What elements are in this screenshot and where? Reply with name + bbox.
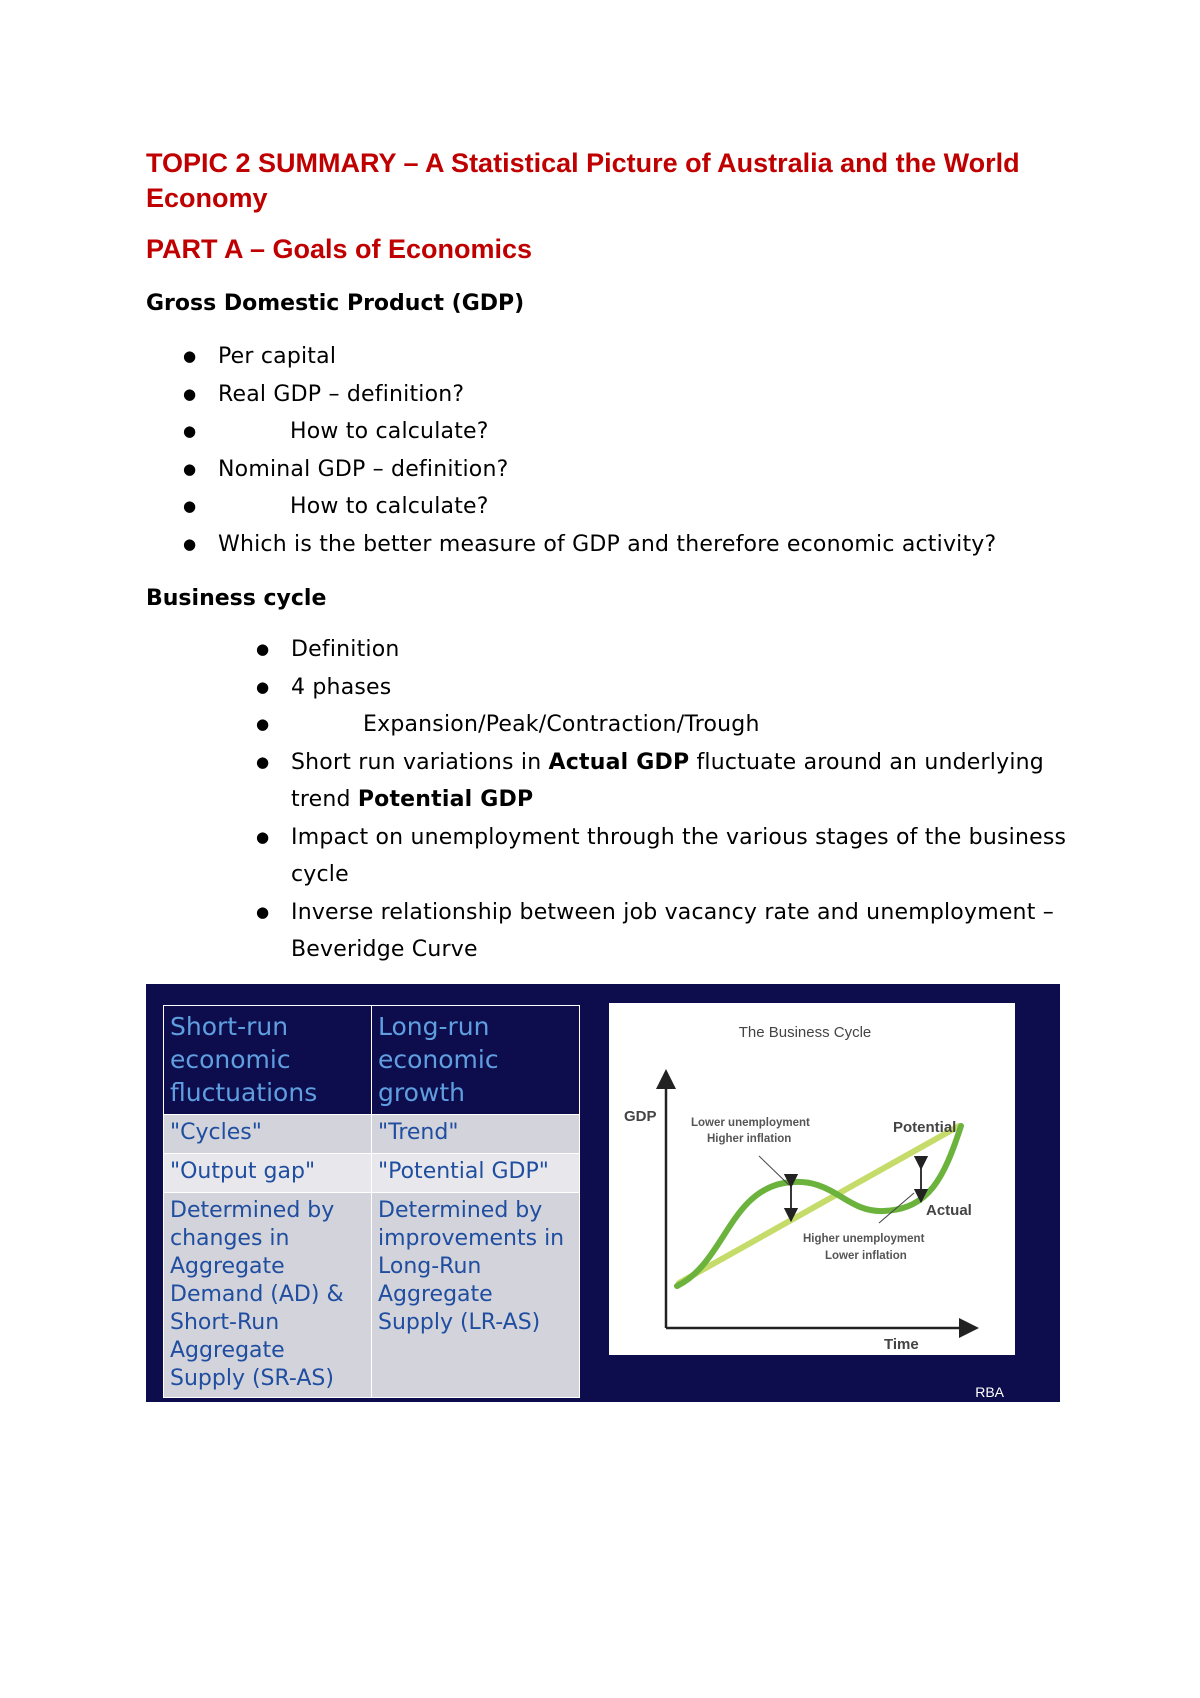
- table-row: [164, 1115, 580, 1154]
- series-label-actual: Actual: [926, 1202, 972, 1219]
- column-header: Long-run economic growth: [372, 1006, 580, 1115]
- business-cycle-heading: Business cycle: [146, 586, 327, 611]
- list-item: ● Expansion/Peak/Contraction/Trough: [219, 706, 1079, 744]
- table-cell: "Potential GDP": [372, 1154, 580, 1193]
- gdp-list: [146, 338, 1046, 563]
- annotation-text: Higher inflation: [707, 1133, 792, 1145]
- table-cell: "Trend": [372, 1115, 580, 1154]
- table-cell: "Output gap": [164, 1154, 372, 1193]
- table-header-row: [164, 1006, 580, 1115]
- list-item: ● How to calculate?: [146, 488, 1046, 526]
- y-axis-label: GDP: [624, 1108, 657, 1125]
- table-cell: "Cycles": [164, 1115, 372, 1154]
- part-a-heading: PART A – Goals of Economics: [146, 234, 533, 264]
- list-item: ● Per capital: [146, 338, 1046, 376]
- list-item: ● Inverse relationship between job vacancy rate and unemployment – Beveridge Curve: [219, 894, 1079, 969]
- column-header: Short-run economic fluctuations: [164, 1006, 372, 1115]
- gdp-heading: Gross Domestic Product (GDP): [146, 291, 525, 316]
- table-row: [164, 1193, 580, 1398]
- annotation-text: Lower inflation: [825, 1250, 907, 1262]
- list-item: ● Which is the better measure of GDP and therefore economic activity?: [146, 526, 1046, 564]
- page-title: TOPIC 2 SUMMARY – A Statistical Picture of Australia and the World Economy: [146, 148, 1020, 213]
- table-row: [164, 1154, 580, 1193]
- callout-line: [759, 1156, 789, 1185]
- table-cell: Determined by changes in Aggregate Demand (AD) & Short-Run Aggregate Supply (SR-AS): [164, 1193, 372, 1398]
- source-label: RBA: [975, 1384, 1004, 1400]
- business-cycle-slide: [146, 984, 1060, 1402]
- annotation-text: Higher unemployment: [803, 1233, 925, 1245]
- list-item: ● Real GDP – definition?: [146, 376, 1046, 414]
- annotation-text: Lower unemployment: [691, 1117, 810, 1129]
- chart-svg: [609, 1003, 1015, 1355]
- chart-title: The Business Cycle: [738, 1024, 872, 1041]
- x-axis-label: Time: [884, 1336, 919, 1353]
- business-cycle-list: [219, 631, 1079, 969]
- list-item: ● How to calculate?: [146, 413, 1046, 451]
- list-item: ● Impact on unemployment through the various stages of the business cycle: [219, 819, 1079, 894]
- list-item: ● Definition: [219, 631, 1079, 669]
- comparison-table: [163, 1005, 580, 1398]
- list-item: ● Short run variations in Actual GDP fluctuate around an underlying trend Potential GDP: [219, 744, 1079, 819]
- business-cycle-chart: [609, 1003, 1015, 1355]
- series-label-potential: Potential: [893, 1119, 957, 1136]
- list-item: ● 4 phases: [219, 669, 1079, 707]
- list-item: ● Nominal GDP – definition?: [146, 451, 1046, 489]
- table-cell: Determined by improvements in Long-Run Aggregate Supply (LR-AS): [372, 1193, 580, 1398]
